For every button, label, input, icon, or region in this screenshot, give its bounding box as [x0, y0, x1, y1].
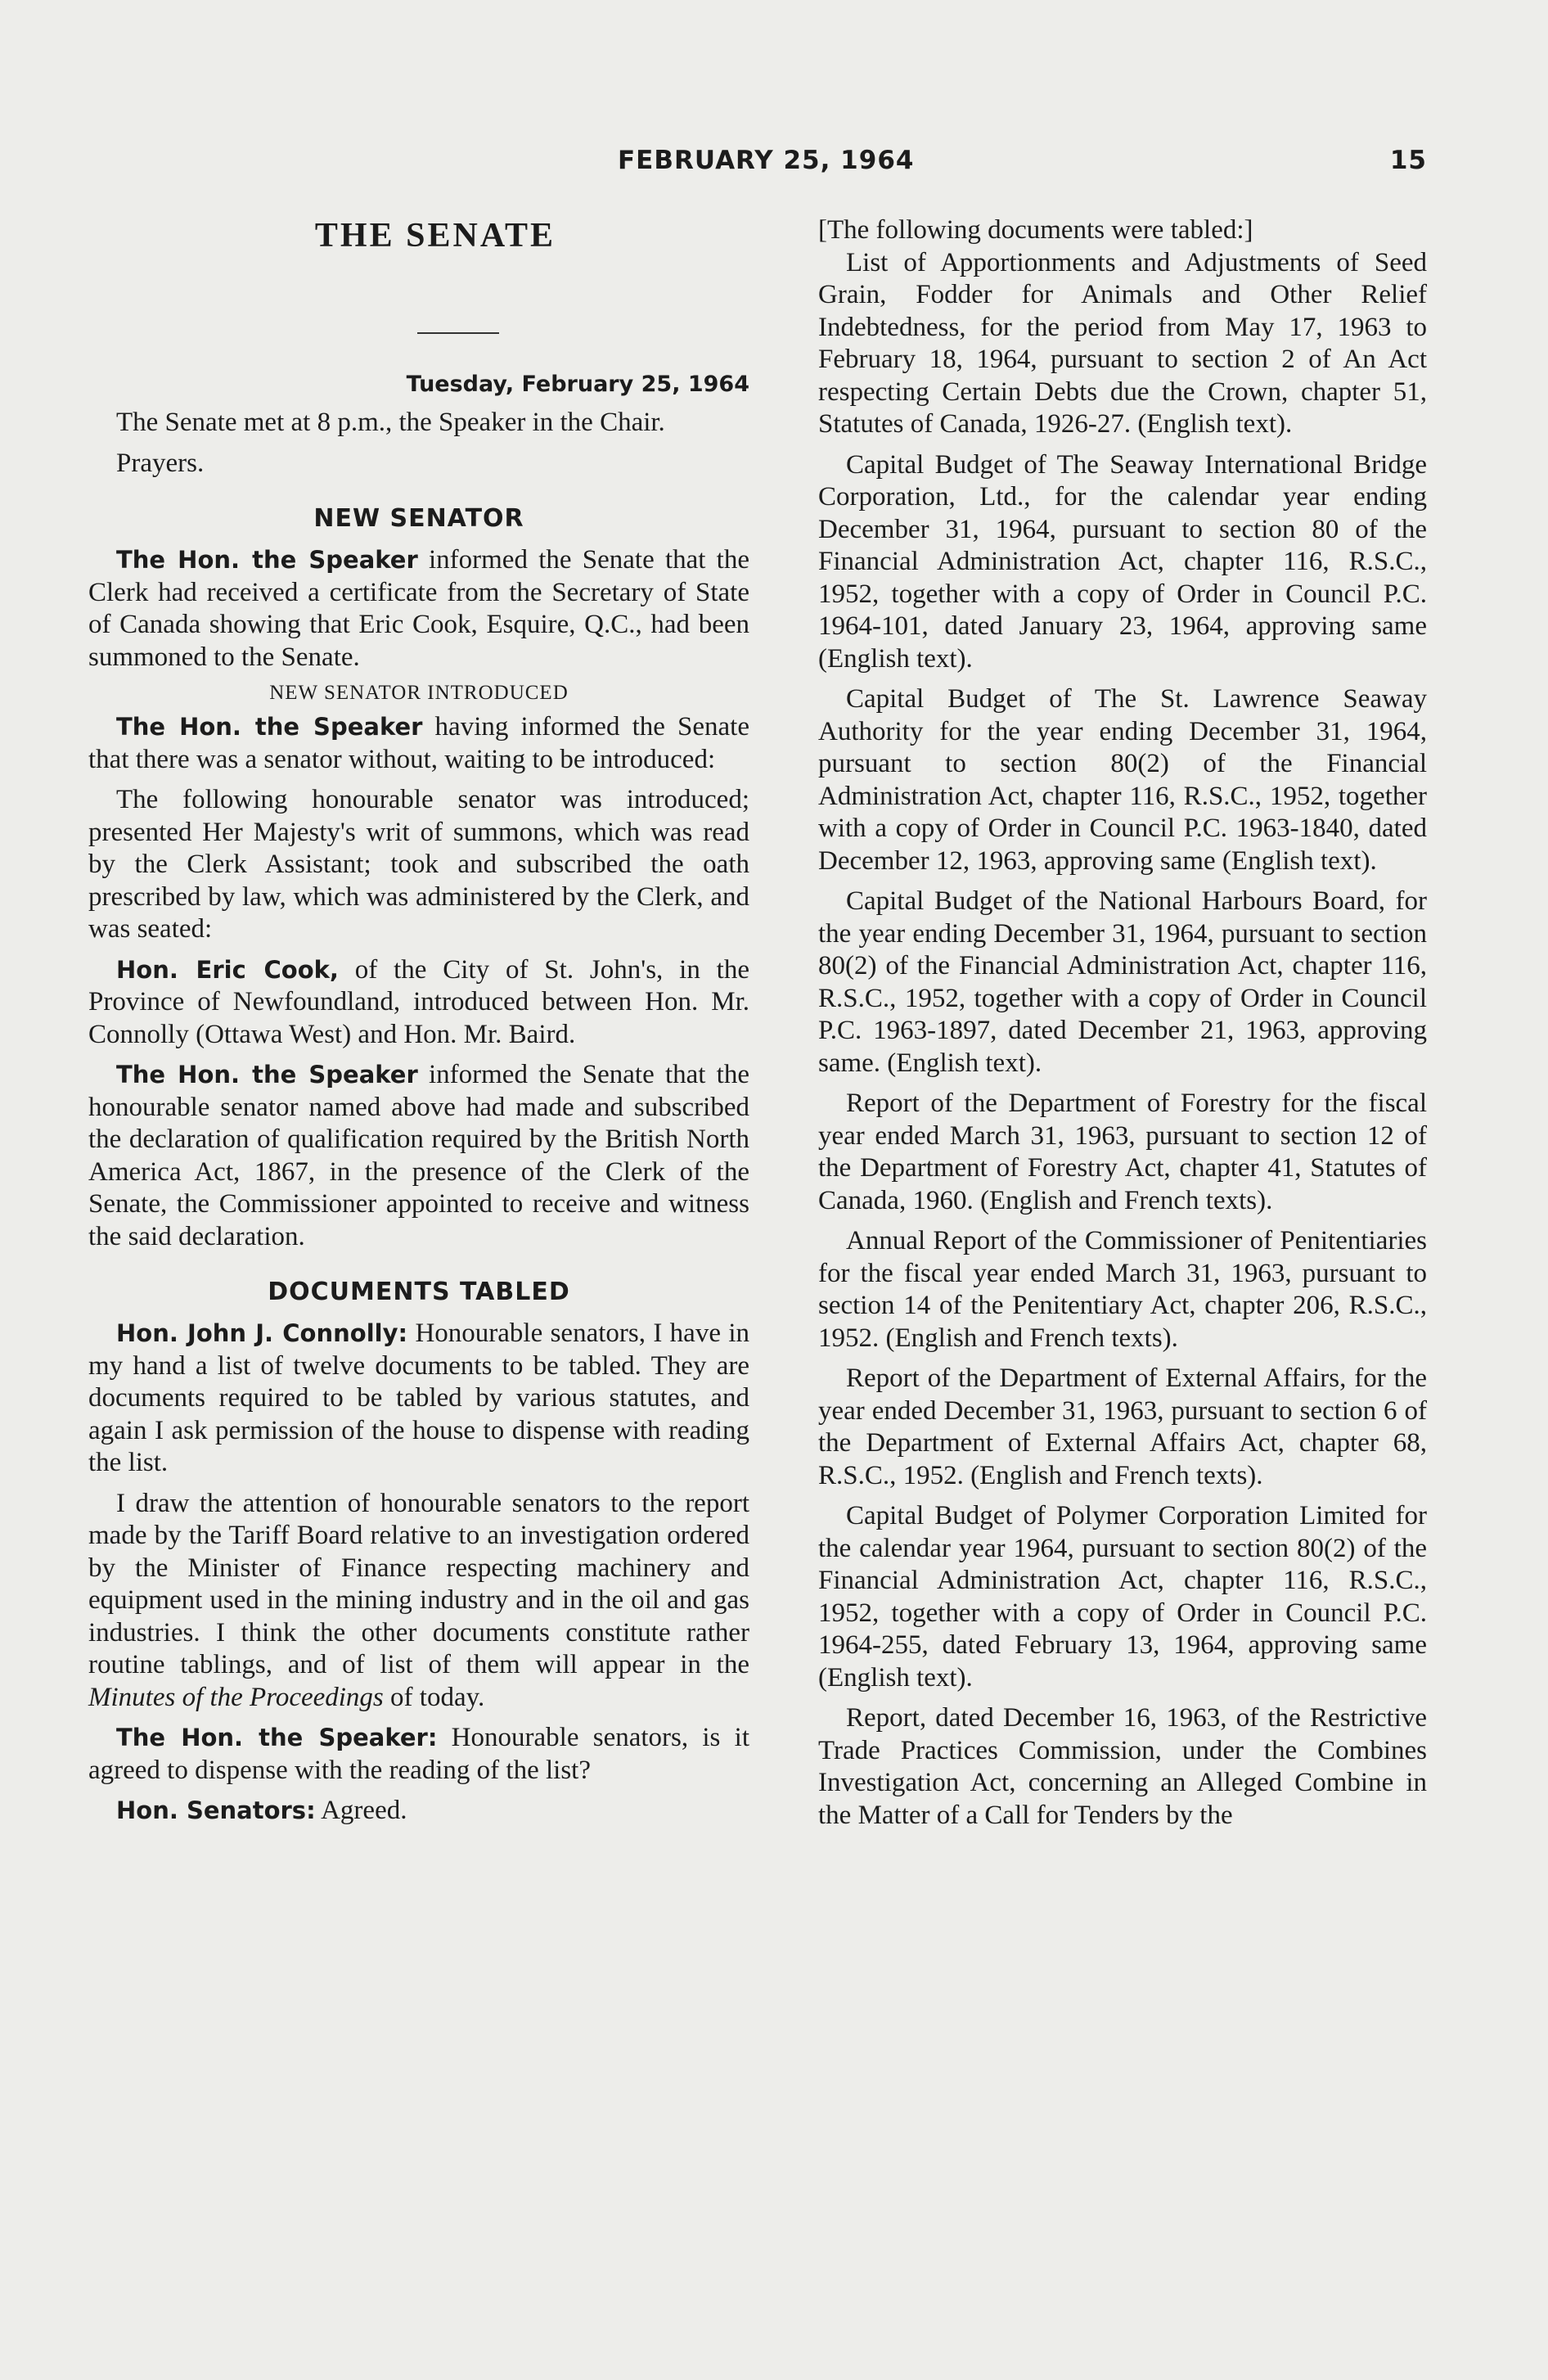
new-senator-heading: NEW SENATOR	[313, 504, 524, 533]
paragraph-text: Honourable senators, I have in my hand a list of twelve documents to be tabled. They are documents required to be tabled by various statutes, and again I ask permission of the house to dispense with reading the list.	[88, 1318, 750, 1477]
speaker-name: The Hon. the Speaker	[116, 713, 423, 741]
paragraph-text: Honourable senators, is it agreed to dispense with the reading of the list?	[88, 1723, 749, 1785]
document-item: Annual Report of the Commissioner of Penitentiaries for the fiscal year ended March 31, 1963, pursuant to section 14 of the Penitentiary Act, chapter 206, R.S.C., 1952. (English and French texts).	[818, 1226, 1427, 1353]
right-column	[818, 214, 1427, 1832]
document-item: Report of the Department of Forestry for the fiscal year ended March 31, 1963, pursuant to section 12 of the Department of Forestry Act, chapter 41, Statutes of Canada, 1960. (English and French texts).	[818, 1089, 1427, 1215]
documents-tabled-heading: DOCUMENTS TABLED	[268, 1278, 570, 1306]
paragraph-speaker-question	[88, 1722, 749, 1787]
paragraph-text: having informed the Senate that there was a senator without, waiting to be introduced:	[88, 712, 749, 774]
running-head	[0, 146, 1548, 187]
document-item: Capital Budget of The Seaway International Bridge Corporation, Ltd., for the calendar year ending December 31, 1964, pursuant to section 80 of the Financial Administration Act, chapter 116, R.S.C., 1952, together with a copy of Order in Council P.C. 1964-101, dated January 23, 1964, approving same (English text).	[818, 449, 1427, 674]
speaker-name: The Hon. the Speaker:	[116, 1724, 438, 1751]
speaker-name: Hon. John J. Connolly:	[116, 1319, 408, 1347]
paragraph-tariff-board	[88, 1488, 749, 1715]
paragraph-text: I draw the attention of honourable senators to the report made by the Tariff Board relative to an investigation ordered by the Minister of Finance respecting machinery and equipment used in the mining industry and in the oil and gas industries. I think the other documents constitute rather routine tablings, and of list of them will appear in the	[88, 1488, 749, 1679]
paragraph-text: Agreed.	[315, 1796, 407, 1825]
document-item: Report, dated December 16, 1963, of the Restrictive Trade Practices Commission, under the Combines Investigation Act, concerning an Alleged Combine in the Matter of a Call for Tenders by the	[818, 1703, 1427, 1830]
opening-paragraph: The Senate met at 8 p.m., the Speaker in the Chair.	[116, 408, 665, 437]
document-item: Capital Budget of The St. Lawrence Seaway Authority for the year ending December 31, 1964, pursuant to section 80(2) of the Financial Administration Act, chapter 116, R.S.C., 1952, together with a copy of Order in Council P.C. 1963-1840, dated December 12, 1963, approving same (English text).	[818, 684, 1427, 876]
title-rule	[417, 332, 499, 334]
running-head-date: FEBRUARY 25, 1964	[618, 146, 915, 175]
document-item: Capital Budget of the National Harbours Board, for the year ending December 31, 1964, pursuant to section 80(2) of the Financial Administration Act, chapter 116, R.S.C., 1952, together with a copy of Order in Council P.C. 1963-1897, dated December 21, 1963, approving same. (English text).	[818, 886, 1427, 1078]
new-senator-introduced-heading: NEW SENATOR INTRODUCED	[269, 682, 569, 704]
speaker-name: The Hon. the Speaker	[116, 546, 418, 574]
paragraph-senators-agreed	[88, 1795, 749, 1828]
document-item: List of Apportionments and Adjustments of Seed Grain, Fodder for Animals and Other Relief Indebtedness, for the period from May 17, 1963 to February 18, 1964, pursuant to section 2 of An Act respecting Certain Debts due the Crown, chapter 51, Statutes of Canada, 1926-27. (English text).	[818, 247, 1427, 439]
paragraph-connolly	[88, 1318, 749, 1480]
paragraph-speaker-waiting	[88, 711, 749, 776]
paragraph-text: informed the Senate that the Clerk had received a certificate from the Secretary of State of Canada showing that Eric Cook, Esquire, Q.C., had been summoned to the Senate.	[88, 545, 749, 672]
left-column	[88, 214, 749, 1828]
prayers-line: Prayers.	[116, 448, 205, 478]
minutes-title: Minutes of the Proceedings	[88, 1682, 384, 1712]
paragraph-declaration	[88, 1059, 749, 1253]
page-number: 15	[1389, 146, 1427, 175]
paragraph-text: of today.	[383, 1682, 485, 1712]
paragraph-introduction: The following honourable senator was introduced; presented Her Majesty's writ of summons, which was read by the Clerk Assistant; took and subscribed the oath prescribed by law, which was administered by the Clerk, and was seated:	[88, 785, 749, 944]
speaker-name: Hon. Senators:	[116, 1796, 316, 1824]
document-item: Capital Budget of Polymer Corporation Limited for the calendar year 1964, pursuant to section 80(2) of the Financial Administration Act, chapter 116, R.S.C., 1952, together with a copy of Order in Council P.C. 1964-255, dated February 13, 1964, approving same (English text).	[818, 1501, 1427, 1693]
page-title: THE SENATE	[314, 217, 556, 255]
paragraph-text: of the City of St. John's, in the Province of Newfoundland, introduced between Hon. Mr. Connolly (Ottawa West) and Hon. Mr. Baird.	[88, 954, 749, 1049]
paragraph-text: informed the Senate that the honourable senator named above had made and subscribed the declaration of qualification required by the British North America Act, 1867, in the presence of the Clerk of the Senate, the Commissioner appointed to receive and witness the said declaration.	[88, 1060, 749, 1251]
document-item: Report of the Department of External Affairs, for the year ended December 31, 1963, pursuant to section 6 of the Department of External Affairs Act, chapter 68, R.S.C., 1952. (English and French texts).	[818, 1364, 1427, 1490]
speaker-name: Hon. Eric Cook,	[116, 955, 339, 984]
paragraph-speaker-informed	[88, 544, 749, 674]
documents-intro: [The following documents were tabled:]	[818, 215, 1253, 245]
date-line: Tuesday, February 25, 1964	[406, 372, 749, 397]
paragraph-eric-cook	[88, 954, 749, 1052]
speaker-name: The Hon. the Speaker	[116, 1061, 418, 1089]
